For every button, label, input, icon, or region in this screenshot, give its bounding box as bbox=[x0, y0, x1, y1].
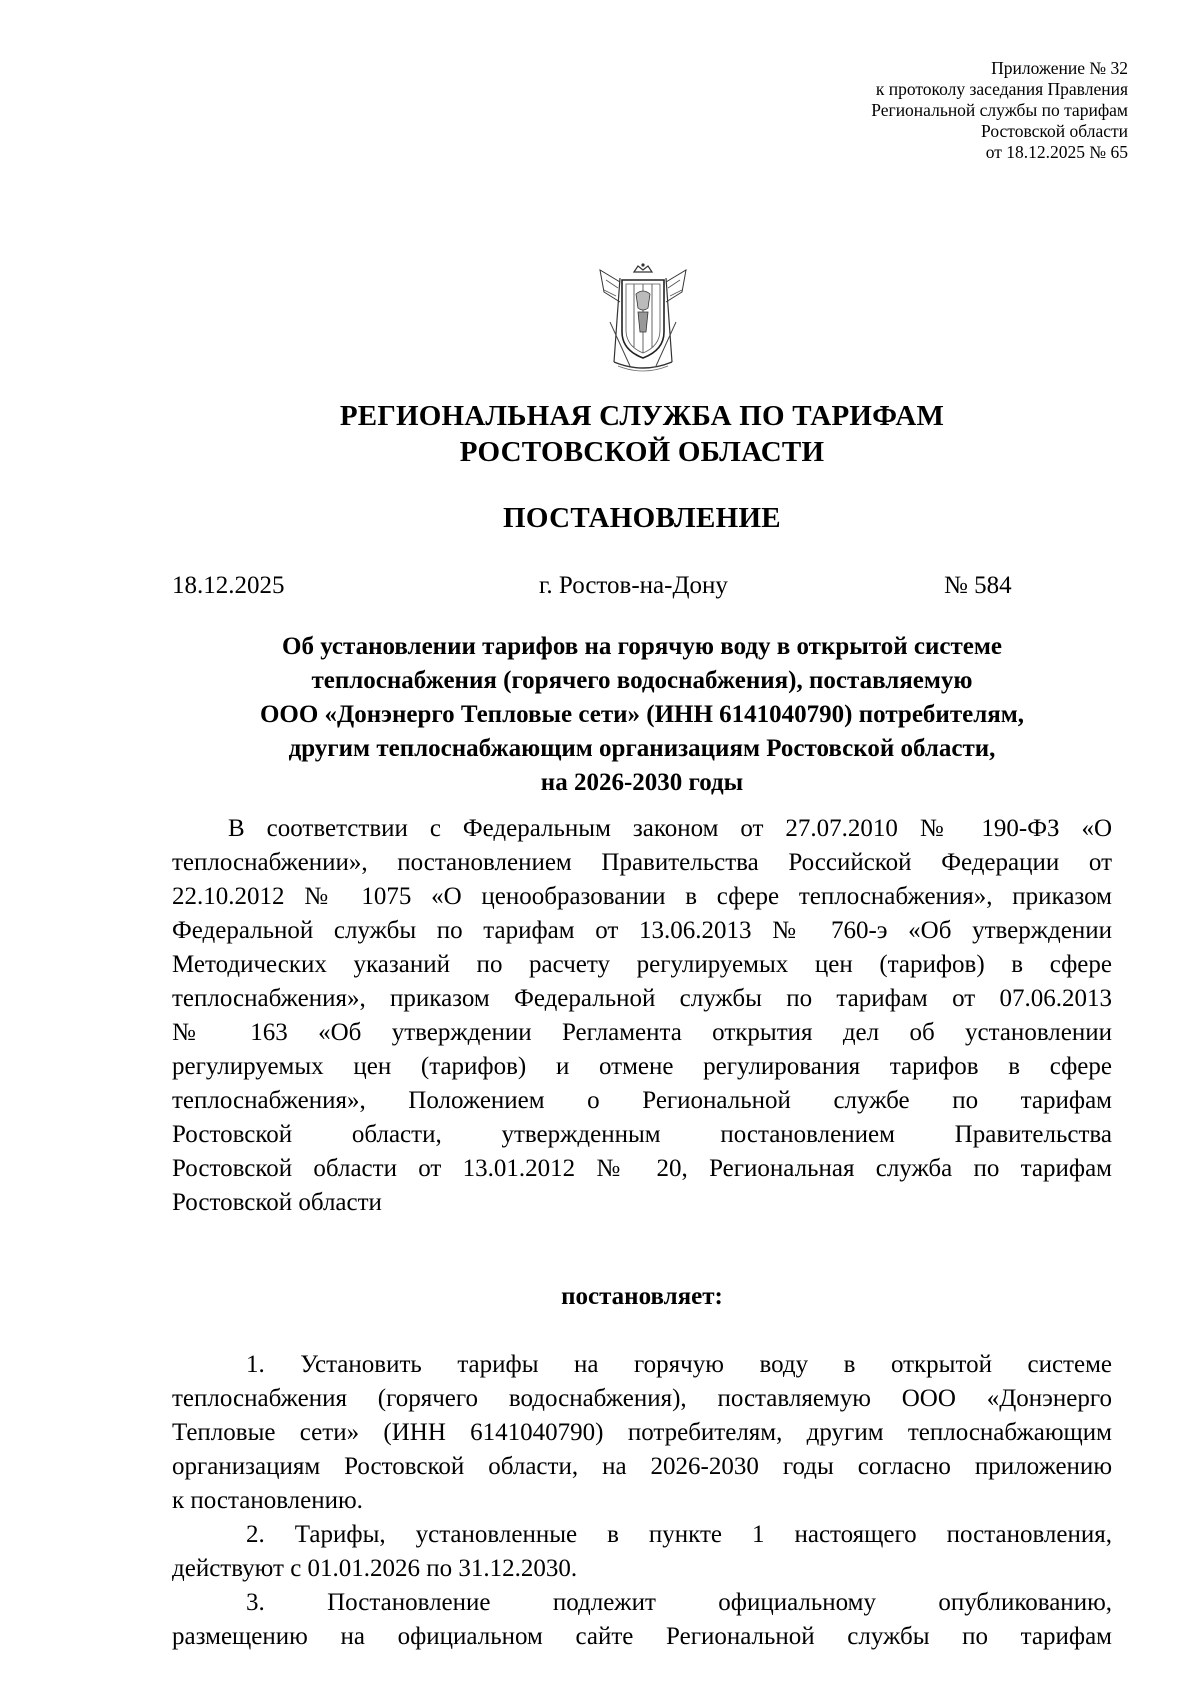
appendix-line: Приложение № 32 bbox=[991, 58, 1128, 78]
subject-line: теплоснабжения (горячего водоснабжения), поставляемую bbox=[311, 667, 973, 694]
document-type: ПОСТАНОВЛЕНИЕ bbox=[503, 502, 781, 534]
document-date: 18.12.2025 bbox=[172, 572, 285, 599]
preamble-line: Ростовской области bbox=[172, 1189, 382, 1216]
document-city: г. Ростов-на-Дону bbox=[539, 572, 728, 599]
item-line: действуют с 01.01.2026 по 31.12.2030. bbox=[172, 1555, 578, 1582]
decree-word: постановляет: bbox=[561, 1283, 723, 1310]
appendix-line: от 18.12.2025 № 65 bbox=[985, 142, 1128, 162]
preamble-line: Методических указаний по расчету регулируемых цен (тарифов) в сфере bbox=[172, 951, 1112, 978]
item-line: теплоснабжения (горячего водоснабжения), поставляемую ООО «Донэнерго bbox=[172, 1385, 1112, 1412]
preamble-line: теплоснабжения», приказом Федеральной службы по тарифам от 07.06.2013 bbox=[172, 985, 1112, 1012]
item-line: 3. Постановление подлежит официальному опубликованию, bbox=[246, 1589, 1112, 1616]
document-number: № 584 bbox=[944, 572, 1012, 599]
organization-title-line: РЕГИОНАЛЬНАЯ СЛУЖБА ПО ТАРИФАМ bbox=[339, 400, 945, 432]
item-line: 2. Тарифы, установленные в пункте 1 настоящего постановления, bbox=[246, 1521, 1112, 1548]
preamble-line: В соответствии с Федеральным законом от 27.07.2010 № 190-ФЗ «О bbox=[228, 815, 1112, 842]
subject-line: другим теплоснабжающим организациям Ростовской области, bbox=[288, 735, 996, 762]
document-subject bbox=[172, 630, 1112, 800]
preamble-line: теплоснабжения», Положением о Региональной службе по тарифам bbox=[172, 1087, 1112, 1114]
appendix-note bbox=[608, 58, 1128, 163]
item-line: Тепловые сети» (ИНН 6141040790) потребителям, другим теплоснабжающим bbox=[172, 1419, 1112, 1446]
item-line: к постановлению. bbox=[172, 1487, 363, 1514]
preamble-line: теплоснабжении», постановлением Правительства Российской Федерации от bbox=[172, 849, 1112, 876]
preamble-line: 22.10.2012 № 1075 «О ценообразовании в сфере теплоснабжения», приказом bbox=[172, 883, 1112, 910]
item-1-paragraph bbox=[172, 1348, 1112, 1518]
document-meta-row bbox=[172, 568, 1112, 604]
item-3-paragraph bbox=[172, 1586, 1112, 1654]
item-line: размещению на официальном сайте Региональной службы по тарифам bbox=[172, 1623, 1112, 1650]
appendix-line: Региональной службы по тарифам bbox=[871, 100, 1128, 120]
appendix-line: к протоколу заседания Правления bbox=[875, 79, 1128, 99]
subject-line: ООО «Донэнерго Тепловые сети» (ИНН 6141040790) потребителям, bbox=[259, 701, 1025, 728]
preamble-line: Ростовской области от 13.01.2012 № 20, Региональная служба по тарифам bbox=[172, 1155, 1112, 1182]
item-2-paragraph bbox=[172, 1518, 1112, 1586]
item-line: организациям Ростовской области, на 2026-2030 годы согласно приложению bbox=[172, 1453, 1112, 1480]
organization-title-line: РОСТОВСКОЙ ОБЛАСТИ bbox=[459, 436, 825, 468]
organization-title bbox=[172, 398, 1112, 470]
subject-line: на 2026-2030 годы bbox=[540, 769, 744, 796]
preamble-line: регулируемых цен (тарифов) и отмене регулирования тарифов в сфере bbox=[172, 1053, 1112, 1080]
preamble-line: № 163 «Об утверждении Регламента открытия дел об установлении bbox=[172, 1019, 1112, 1046]
preamble-line: Федеральной службы по тарифам от 13.06.2013 № 760-э «Об утверждении bbox=[172, 917, 1112, 944]
preamble-paragraph bbox=[172, 812, 1112, 1220]
appendix-line: Ростовской области bbox=[981, 121, 1128, 141]
rostov-oblast-coat-of-arms-icon bbox=[594, 262, 692, 372]
subject-line: Об установлении тарифов на горячую воду в открытой системе bbox=[282, 633, 1002, 660]
preamble-line: Ростовской области, утвержденным постановлением Правительства bbox=[172, 1121, 1112, 1148]
item-line: 1. Установить тарифы на горячую воду в открытой системе bbox=[246, 1351, 1112, 1378]
